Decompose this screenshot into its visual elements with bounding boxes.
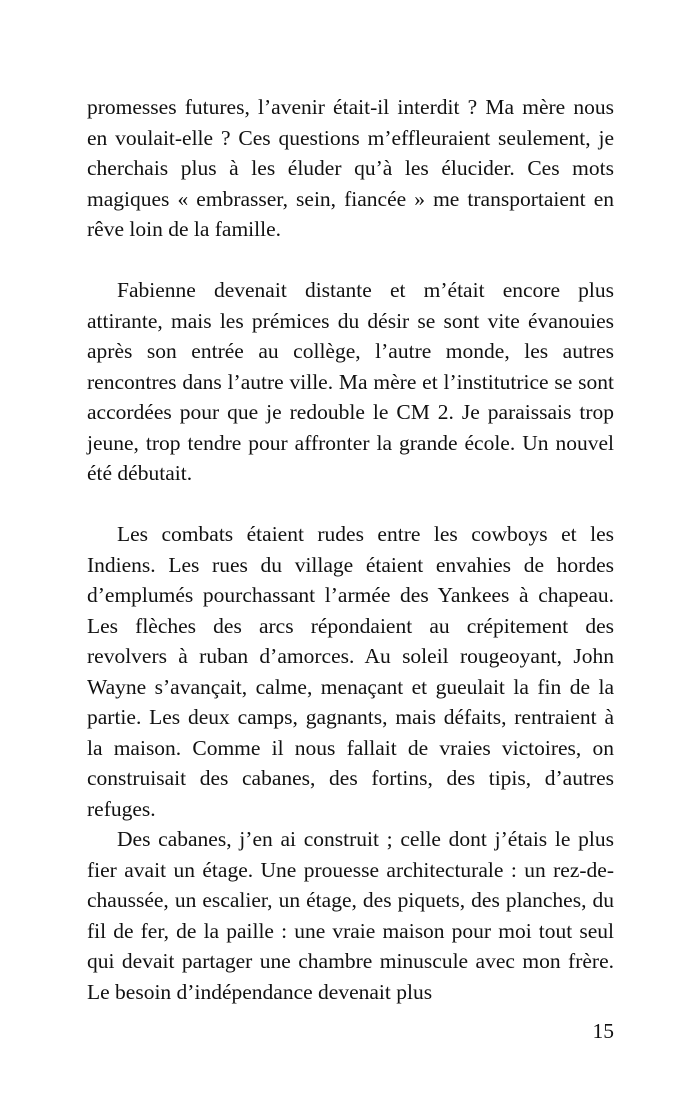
body-text xyxy=(87,92,614,1007)
paragraph-1: promesses futures, l’avenir était-il interdit ? Ma mère nous en voulait-elle ? Ces questions m’effleuraient seulement, je cherchais plus à les éluder qu’à les élucider. Ces mots magiques « embrasser, sein, fiancée » me transportaient en rêve loin de la famille. xyxy=(87,95,614,241)
paragraph-4: Des cabanes, j’en ai construit ; celle dont j’étais le plus fier avait un étage. Une prouesse architecturale : un rez-de-chaussée, un escalier, un étage, des piquets, des planches, du fil de fer, de la paille : une vraie maison pour moi tout seul qui devait partager une chambre minuscule avec mon frère. Le besoin d’indépendance devenait plus xyxy=(87,827,614,1004)
paragraph-3: Les combats étaient rudes entre les cowboys et les Indiens. Les rues du village étaient envahies de hordes d’emplumés pourchassant l’armée des Yankees à chapeau. Les flèches des arcs répondaient au crépitement des revolvers à ruban d’amorces. Au soleil rougeoyant, John Wayne s’avançait, calme, menaçant et gueulait la fin de la partie. Les deux camps, gagnants, mais défaits, rentraient à la maison. Comme il nous fallait de vraies victoires, on construisait des cabanes, des fortins, des tipis, d’autres refuges. xyxy=(87,522,614,821)
page-number: 15 xyxy=(592,1019,614,1043)
paragraph-2: Fabienne devenait distante et m’était encore plus attirante, mais les prémices du désir se sont vite évanouies après son entrée au collège, l’autre monde, les autres rencontres dans l’autre ville. Ma mère et l’institutrice se sont accordées pour que je redouble le CM 2. Je paraissais trop jeune, trop tendre pour affronter la grande école. Un nouvel été débutait. xyxy=(87,278,614,485)
